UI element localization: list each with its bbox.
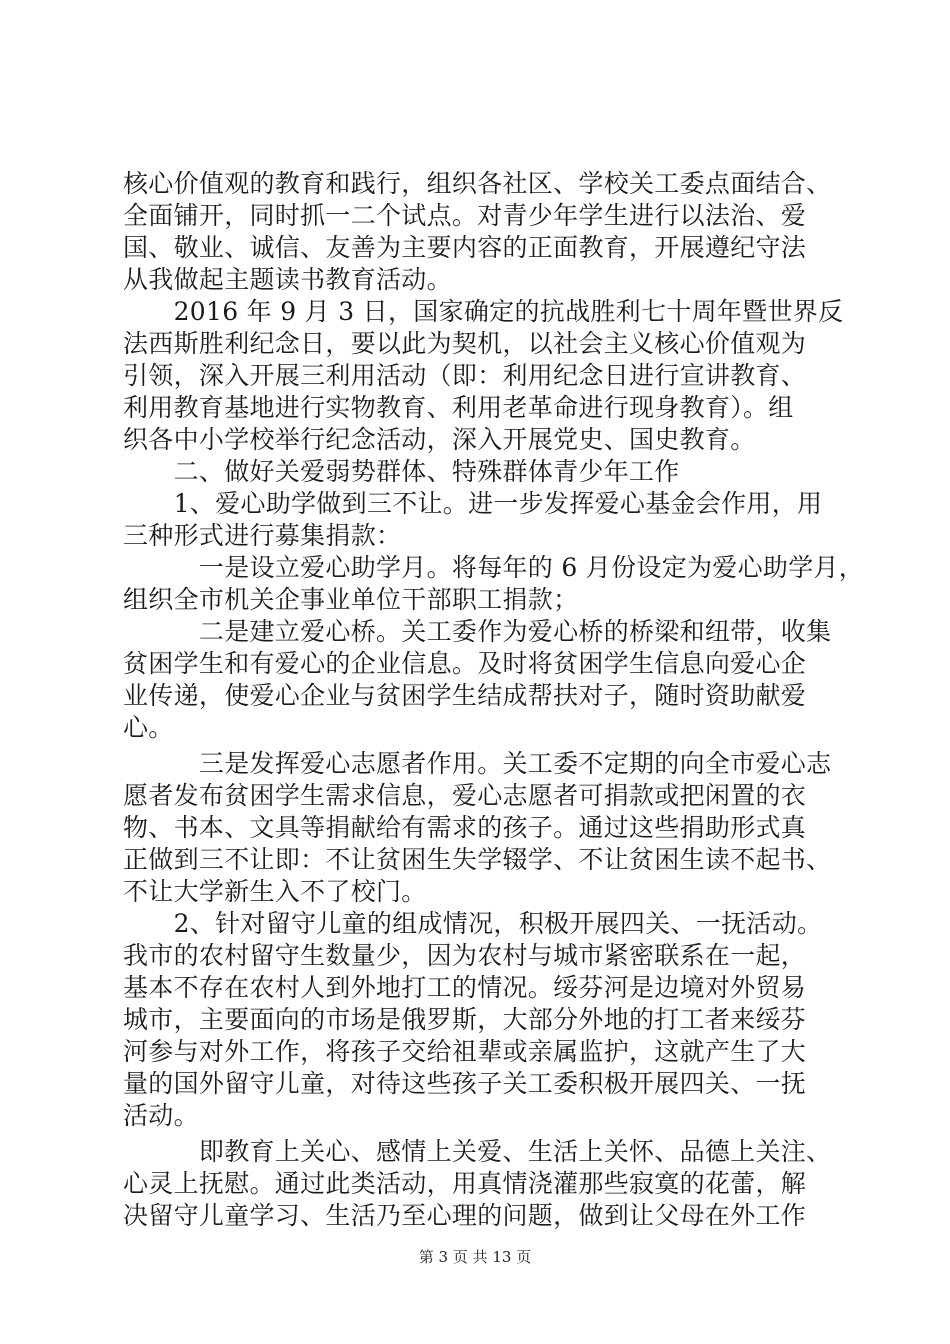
text-line: 心。 (123, 713, 174, 742)
text-line: 二是建立爱心桥。关工委作为爱心桥的桥梁和纽带，收集 (123, 617, 832, 646)
text-line: 一是设立爱心助学月。将每年的 6 月份设定为爱心助学月， (123, 553, 865, 582)
text-line: 量的国外留守儿童，对待这些孩子关工委积极开展四关、一抚 (123, 1069, 807, 1098)
text-line: 三是发挥爱心志愿者作用。关工委不定期的向全市爱心志 (123, 749, 832, 778)
page-number-label: 第 3 页 共 13 页 (418, 1248, 532, 1266)
text-line: 2016 年 9 月 3 日，国家确定的抗战胜利七十周年暨世界反 (123, 297, 844, 326)
text-line: 国、敬业、诚信、友善为主要内容的正面教育，开展遵纪守法 (123, 233, 807, 262)
text-line: 从我做起主题读书教育活动。 (123, 265, 452, 294)
text-line: 即教育上关心、感情上关爱、生活上关怀、品德上关注、 (123, 1137, 832, 1166)
text-line: 活动。 (123, 1101, 199, 1130)
text-line: 决留守儿童学习、生活乃至心理的问题，做到让父母在外工作 (123, 1201, 807, 1230)
text-line: 业传递，使爱心企业与贫困学生结成帮扶对子，随时资助献爱 (123, 681, 807, 710)
text-line: 法西斯胜利纪念日，要以此为契机，以社会主义核心价值观为 (123, 329, 807, 358)
page-footer (0, 1246, 950, 1267)
section-heading: 二、做好关爱弱势群体、特殊群体青少年工作 (123, 457, 680, 486)
text-line: 三种形式进行募集捐款： (123, 521, 402, 550)
text-line: 基本不存在农村人到外地打工的情况。绥芬河是边境对外贸易 (123, 973, 807, 1002)
text-line: 愿者发布贫困学生需求信息，爱心志愿者可捐款或把闲置的衣 (123, 781, 807, 810)
text-line: 组织全市机关企事业单位干部职工捐款； (123, 585, 579, 614)
text-line: 城市，主要面向的市场是俄罗斯，大部分外地的打工者来绥芬 (123, 1005, 807, 1034)
text-line: 2、针对留守儿童的组成情况，积极开展四关、一抚活动。 (123, 909, 823, 938)
document-body (123, 168, 865, 1232)
text-line: 不让大学新生入不了校门。 (123, 877, 427, 906)
text-line: 全面铺开，同时抓一二个试点。对青少年学生进行以法治、爱 (123, 201, 807, 230)
text-line: 正做到三不让即：不让贫困生失学辍学、不让贫困生读不起书、 (123, 845, 832, 874)
text-line: 贫困学生和有爱心的企业信息。及时将贫困学生信息向爱心企 (123, 649, 807, 678)
text-line: 织各中小学校举行纪念活动，深入开展党史、国史教育。 (123, 425, 756, 454)
text-line: 我市的农村留守生数量少，因为农村与城市紧密联系在一起， (123, 941, 807, 970)
text-line: 引领，深入开展三利用活动（即：利用纪念日进行宣讲教育、 (123, 361, 807, 390)
text-line: 核心价值观的教育和践行，组织各社区、学校关工委点面结合、 (123, 169, 832, 198)
text-line: 利用教育基地进行实物教育、利用老革命进行现身教育）。组 (123, 393, 794, 422)
text-line: 心灵上抚慰。通过此类活动，用真情浇灌那些寂寞的花蕾，解 (123, 1169, 807, 1198)
text-line: 物、书本、文具等捐献给有需求的孩子。通过这些捐助形式真 (123, 813, 807, 842)
text-line: 河参与对外工作，将孩子交给祖辈或亲属监护，这就产生了大 (123, 1037, 807, 1066)
text-line: 1、爱心助学做到三不让。进一步发挥爱心基金会作用，用 (123, 489, 823, 518)
